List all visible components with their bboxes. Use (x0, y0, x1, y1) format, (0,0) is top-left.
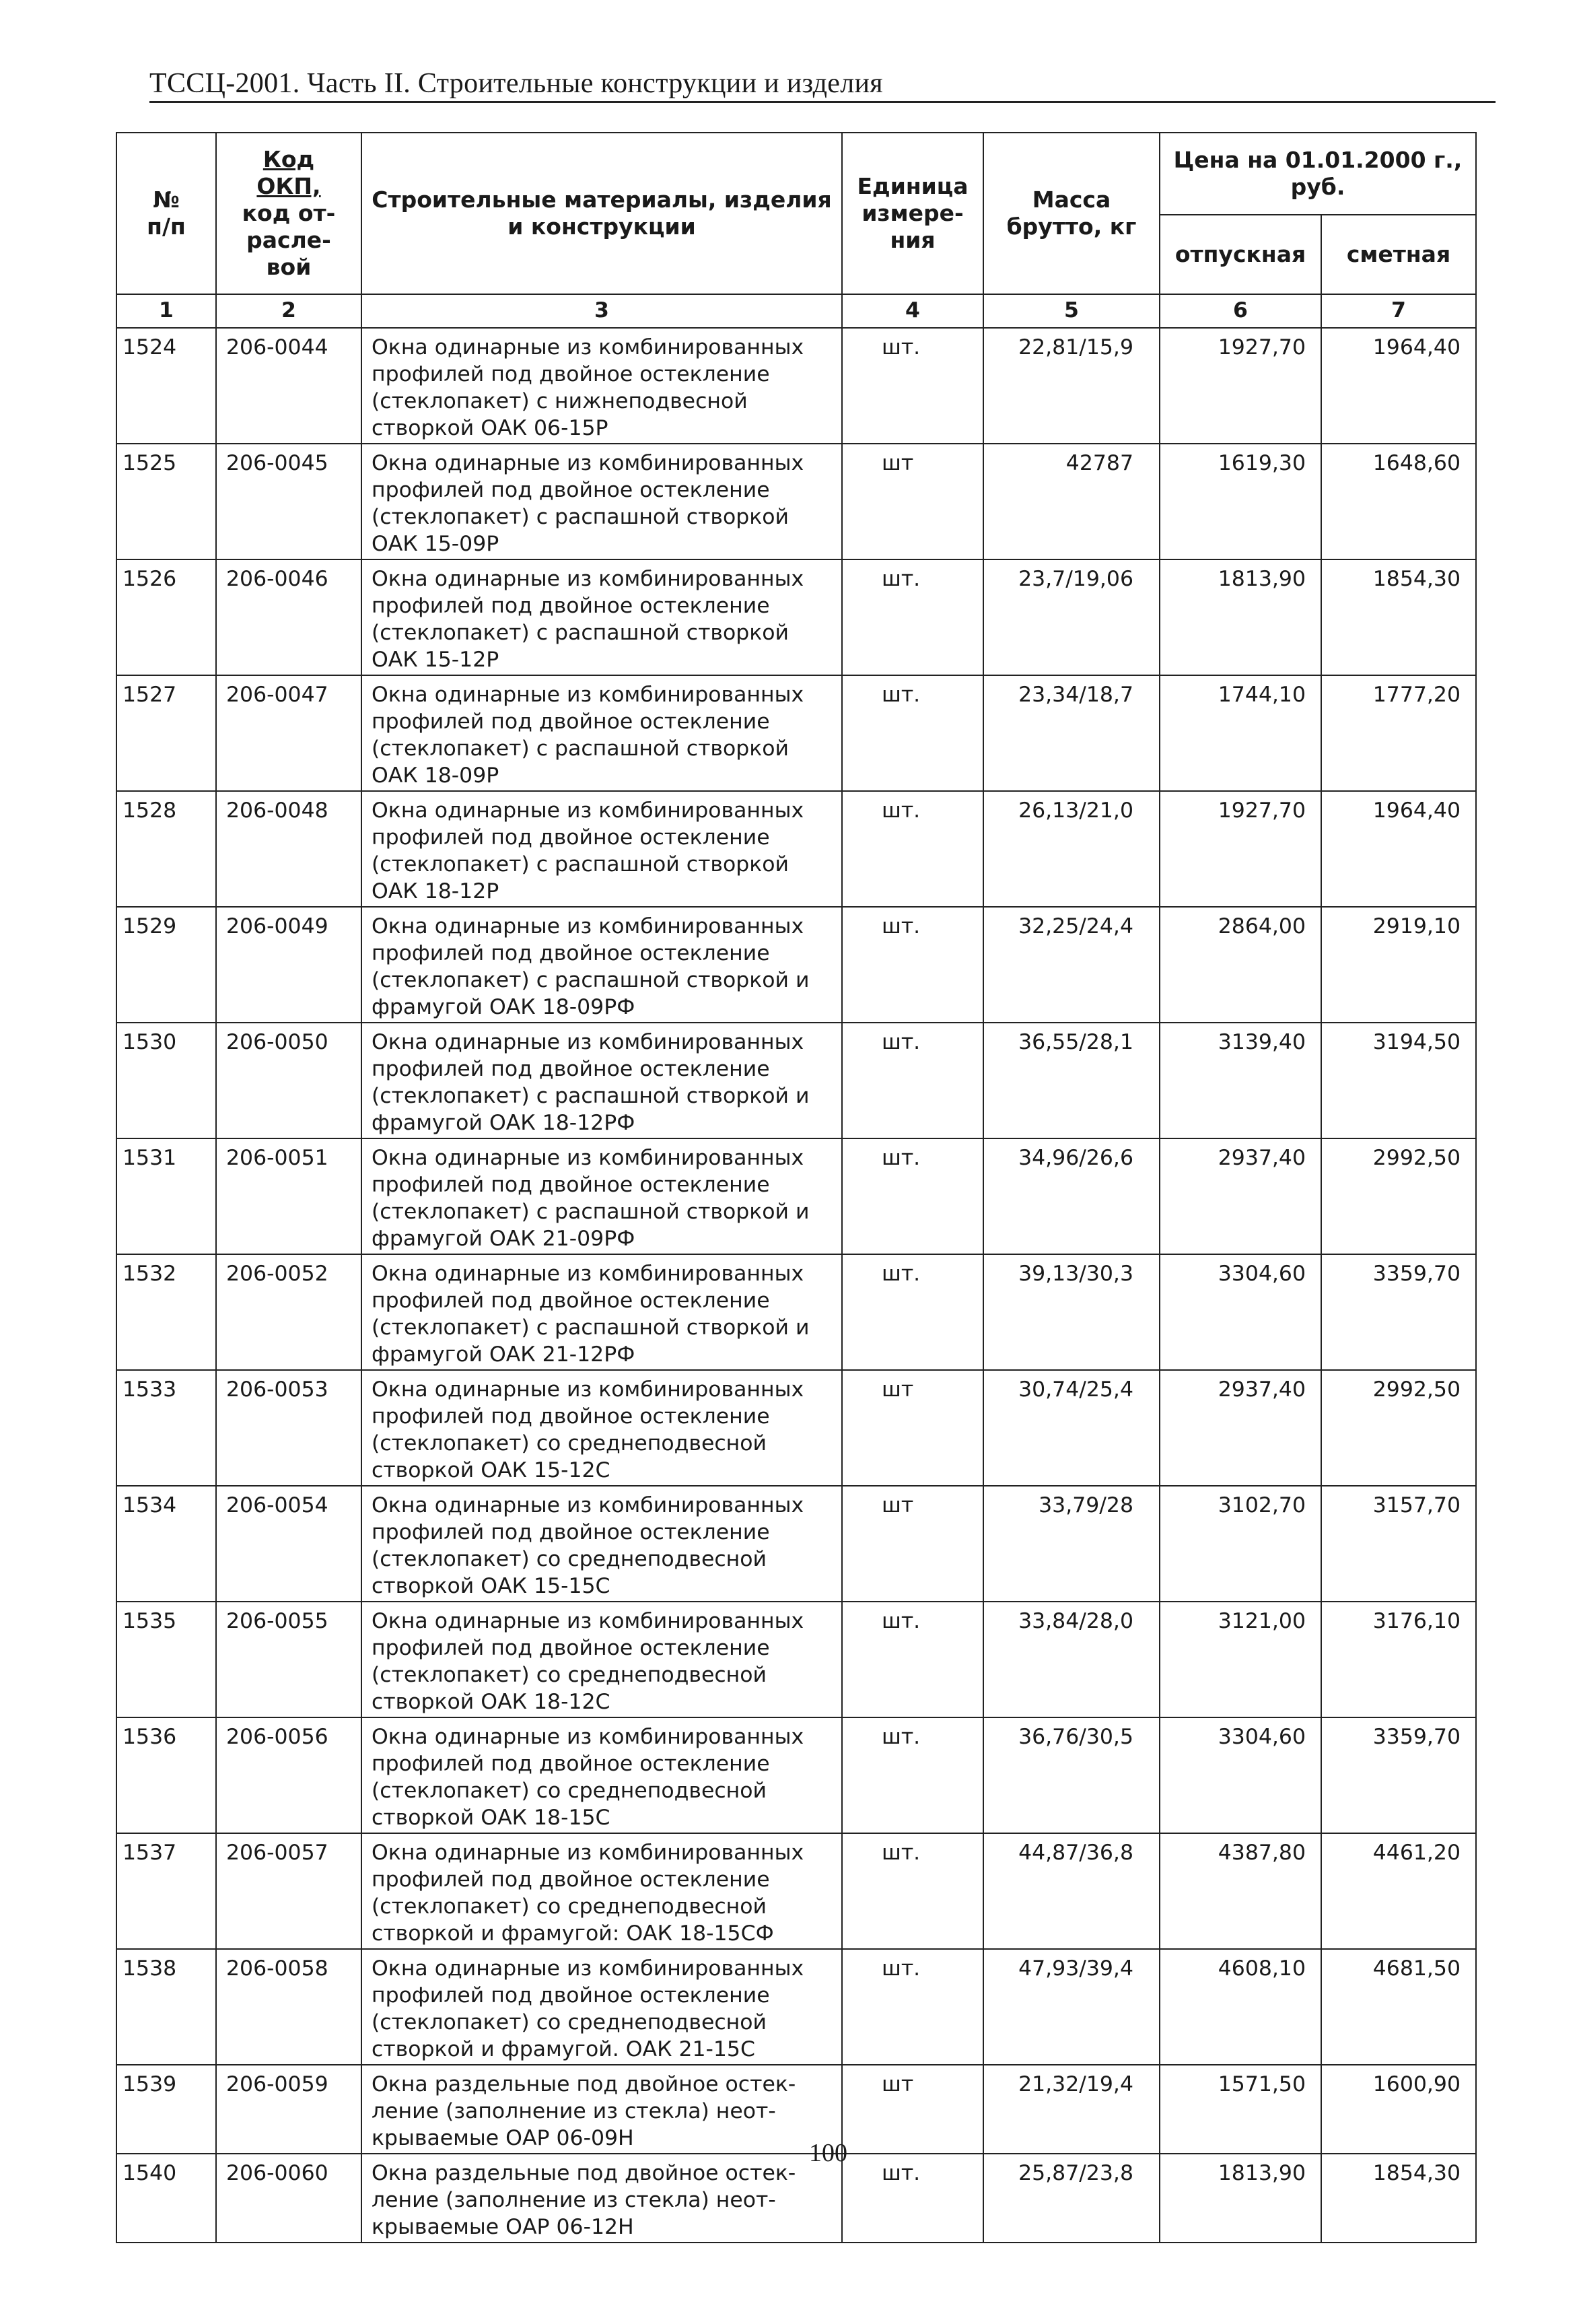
row-unit: шт (842, 1370, 983, 1486)
row-mass: 36,55/28,1 (983, 1023, 1160, 1138)
row-unit: шт. (842, 791, 983, 907)
row-unit: шт. (842, 1138, 983, 1254)
row-number: 1540 (116, 2154, 216, 2243)
row-unit: шт (842, 444, 983, 559)
row-description (361, 1717, 842, 1833)
header-mass (983, 133, 1160, 294)
price-table (116, 132, 1477, 2243)
table-header (116, 133, 1476, 328)
row-mass: 36,76/30,5 (983, 1717, 1160, 1833)
row-description-line: ОАК 15-12Р (372, 648, 499, 672)
row-description-line: профилей под двойное остекление (372, 362, 770, 386)
row-description-line: (стеклопакет) со среднеподвесной (372, 2010, 767, 2035)
row-code: 206-0059 (216, 2065, 361, 2154)
table-row (116, 675, 1476, 791)
table-row (116, 1370, 1476, 1486)
row-description-line: профилей под двойное остекление (372, 1057, 770, 1081)
row-description (361, 328, 842, 444)
row-description-line: крываемые ОАР 06-12Н (372, 2215, 634, 2239)
column-number: 4 (842, 294, 983, 328)
row-mass: 23,34/18,7 (983, 675, 1160, 791)
row-code: 206-0046 (216, 559, 361, 675)
row-description-line: Окна одинарные из комбинированных (372, 1609, 804, 1633)
column-number: 5 (983, 294, 1160, 328)
header-code-line2: ОКП, (256, 173, 321, 199)
table-row (116, 1949, 1476, 2065)
header-unit-line1: Единица (857, 173, 969, 199)
header-code-line1: Код (262, 146, 315, 172)
row-price-estimate: 4681,50 (1321, 1949, 1476, 2065)
header-unit-line3: ния (890, 227, 936, 253)
row-description-line: ОАК 15-09Р (372, 532, 499, 556)
table-row (116, 1717, 1476, 1833)
header-price-release: отпускная (1160, 215, 1321, 294)
row-number: 1524 (116, 328, 216, 444)
row-description-line: (стеклопакет) с распашной створкой и (372, 1200, 810, 1224)
row-unit: шт. (842, 1833, 983, 1949)
row-unit: шт. (842, 1949, 983, 2065)
column-number: 1 (116, 294, 216, 328)
row-description-line: створкой ОАК 15-12С (372, 1458, 610, 1482)
row-mass: 32,25/24,4 (983, 907, 1160, 1023)
row-description-line: фрамугой ОАК 18-12РФ (372, 1111, 635, 1135)
row-price-release: 1571,50 (1160, 2065, 1321, 2154)
row-price-estimate: 1648,60 (1321, 444, 1476, 559)
row-number: 1535 (116, 1602, 216, 1717)
row-price-estimate: 1777,20 (1321, 675, 1476, 791)
row-description-line: (стеклопакет) с распашной створкой (372, 737, 789, 761)
row-price-estimate: 2992,50 (1321, 1370, 1476, 1486)
row-mass: 34,96/26,6 (983, 1138, 1160, 1254)
row-description-line: (стеклопакет) со среднеподвесной (372, 1894, 767, 1919)
row-code: 206-0060 (216, 2154, 361, 2243)
row-unit: шт. (842, 1254, 983, 1370)
row-price-estimate: 1854,30 (1321, 559, 1476, 675)
row-unit: шт. (842, 1023, 983, 1138)
row-number: 1528 (116, 791, 216, 907)
row-price-release: 1813,90 (1160, 559, 1321, 675)
row-description-line: Окна одинарные из комбинированных (372, 1956, 804, 1981)
row-mass: 47,93/39,4 (983, 1949, 1160, 2065)
row-description-line: ОАК 18-09Р (372, 763, 499, 788)
header-rule (149, 101, 1496, 103)
row-description-line: Окна одинарные из комбинированных (372, 1030, 804, 1054)
row-description-line: Окна одинарные из комбинированных (372, 451, 804, 475)
row-mass: 42787 (983, 444, 1160, 559)
header-mass-line2: брутто, кг (1006, 213, 1137, 240)
row-number: 1536 (116, 1717, 216, 1833)
row-price-release: 4387,80 (1160, 1833, 1321, 1949)
row-description (361, 2065, 842, 2154)
row-description-line: Окна раздельные под двойное остек- (372, 2072, 796, 2096)
row-description-line: (стеклопакет) с распашной створкой (372, 505, 789, 529)
table-row (116, 444, 1476, 559)
row-description (361, 559, 842, 675)
row-description-line: профилей под двойное остекление (372, 1289, 770, 1313)
row-number: 1531 (116, 1138, 216, 1254)
row-unit: шт. (842, 328, 983, 444)
row-description-line: (стеклопакет) со среднеподвесной (372, 1547, 767, 1571)
row-description (361, 907, 842, 1023)
row-description (361, 1486, 842, 1602)
header-mass-line1: Масса (1032, 186, 1111, 213)
table-row (116, 1602, 1476, 1717)
row-price-estimate: 1964,40 (1321, 328, 1476, 444)
row-description-line: профилей под двойное остекление (372, 941, 770, 965)
row-mass: 25,87/23,8 (983, 2154, 1160, 2243)
row-unit: шт (842, 2065, 983, 2154)
row-description-line: (стеклопакет) с распашной створкой и (372, 1084, 810, 1108)
header-name-line1: Строительные материалы, изделия (372, 186, 832, 213)
row-description-line: (стеклопакет) с распашной створкой и (372, 1315, 810, 1340)
row-price-release: 3304,60 (1160, 1254, 1321, 1370)
row-description-line: фрамугой ОАК 21-12РФ (372, 1342, 635, 1367)
row-description-line: (стеклопакет) с распашной створкой (372, 621, 789, 645)
row-number: 1526 (116, 559, 216, 675)
column-number: 7 (1321, 294, 1476, 328)
row-description-line: Окна одинарные из комбинированных (372, 1262, 804, 1286)
header-code-line4: расле- (246, 227, 331, 253)
row-unit: шт. (842, 1602, 983, 1717)
row-description-line: (стеклопакет) с распашной створкой (372, 852, 789, 877)
row-code: 206-0054 (216, 1486, 361, 1602)
header-price (1160, 133, 1476, 215)
row-price-estimate: 3359,70 (1321, 1254, 1476, 1370)
row-description-line: (стеклопакет) со среднеподвесной (372, 1663, 767, 1687)
row-price-release: 3121,00 (1160, 1602, 1321, 1717)
row-unit: шт. (842, 559, 983, 675)
row-price-release: 2864,00 (1160, 907, 1321, 1023)
header-code-line3: код от- (242, 200, 336, 226)
row-code: 206-0052 (216, 1254, 361, 1370)
row-description-line: профилей под двойное остекление (372, 1520, 770, 1544)
row-number: 1539 (116, 2065, 216, 2154)
row-description-line: профилей под двойное остекление (372, 1983, 770, 2008)
row-code: 206-0053 (216, 1370, 361, 1486)
table-row (116, 791, 1476, 907)
row-description-line: Окна одинарные из комбинированных (372, 1493, 804, 1517)
row-unit: шт. (842, 2154, 983, 2243)
header-name (361, 133, 842, 294)
row-price-release: 2937,40 (1160, 1370, 1321, 1486)
row-description-line: профилей под двойное остекление (372, 594, 770, 618)
header-price-estimate: сметная (1321, 215, 1476, 294)
row-description-line: Окна одинарные из комбинированных (372, 798, 804, 823)
table-row (116, 1254, 1476, 1370)
row-number: 1527 (116, 675, 216, 791)
row-description-line: профилей под двойное остекление (372, 1868, 770, 1892)
row-code: 206-0057 (216, 1833, 361, 1949)
page-number: 100 (809, 2139, 847, 2167)
row-description-line: (стеклопакет) с нижнеподвесной (372, 389, 748, 413)
row-price-estimate: 4461,20 (1321, 1833, 1476, 1949)
header-code (216, 133, 361, 294)
row-description (361, 2154, 842, 2243)
row-description-line: (стеклопакет) с распашной створкой и (372, 968, 810, 992)
row-price-release: 4608,10 (1160, 1949, 1321, 2065)
row-price-estimate: 3194,50 (1321, 1023, 1476, 1138)
row-unit: шт. (842, 675, 983, 791)
page-header-title: ТССЦ-2001. Часть II. Строительные конструкции и изделия (149, 68, 883, 99)
row-unit: шт. (842, 1717, 983, 1833)
row-description-line: ОАК 18-12Р (372, 879, 499, 903)
row-price-release: 1813,90 (1160, 2154, 1321, 2243)
header-num (116, 133, 216, 294)
row-description-line: ление (заполнение из стекла) неот- (372, 2188, 776, 2212)
row-price-estimate: 1854,30 (1321, 2154, 1476, 2243)
table-row (116, 1833, 1476, 1949)
row-description-line: крываемые ОАР 06-09Н (372, 2126, 634, 2150)
row-description-line: Окна одинарные из комбинированных (372, 683, 804, 707)
row-description (361, 1254, 842, 1370)
row-number: 1525 (116, 444, 216, 559)
row-mass: 21,32/19,4 (983, 2065, 1160, 2154)
row-description (361, 791, 842, 907)
row-description-line: Окна одинарные из комбинированных (372, 567, 804, 591)
row-description-line: створкой ОАК 06-15Р (372, 416, 608, 440)
row-description (361, 675, 842, 791)
row-code: 206-0047 (216, 675, 361, 791)
row-description-line: фрамугой ОАК 18-09РФ (372, 995, 635, 1019)
row-description-line: профилей под двойное остекление (372, 1173, 770, 1197)
row-number: 1534 (116, 1486, 216, 1602)
row-description-line: Окна одинарные из комбинированных (372, 914, 804, 938)
row-description (361, 1370, 842, 1486)
header-price-line2: руб. (1290, 174, 1345, 200)
header-num-line2: п/п (147, 213, 186, 240)
header-code-line5: вой (266, 254, 312, 280)
table-row (116, 2065, 1476, 2154)
row-price-release: 3102,70 (1160, 1486, 1321, 1602)
row-price-estimate: 2919,10 (1321, 907, 1476, 1023)
row-mass: 26,13/21,0 (983, 791, 1160, 907)
price-table-container (116, 132, 1475, 2243)
header-name-line2: и конструкции (507, 213, 696, 240)
column-number: 6 (1160, 294, 1321, 328)
row-price-release: 2937,40 (1160, 1138, 1321, 1254)
row-description-line: фрамугой ОАК 21-09РФ (372, 1227, 635, 1251)
row-price-release: 3139,40 (1160, 1023, 1321, 1138)
row-description-line: створкой и фрамугой. ОАК 21-15С (372, 2037, 755, 2061)
row-description (361, 1602, 842, 1717)
row-price-release: 3304,60 (1160, 1717, 1321, 1833)
row-price-estimate: 3176,10 (1321, 1602, 1476, 1717)
row-description-line: (стеклопакет) со среднеподвесной (372, 1431, 767, 1456)
column-number: 3 (361, 294, 842, 328)
table-row (116, 907, 1476, 1023)
row-mass: 30,74/25,4 (983, 1370, 1160, 1486)
row-description-line: профилей под двойное остекление (372, 1752, 770, 1776)
table-row (116, 559, 1476, 675)
row-mass: 44,87/36,8 (983, 1833, 1160, 1949)
row-code: 206-0058 (216, 1949, 361, 2065)
row-number: 1538 (116, 1949, 216, 2065)
row-price-estimate: 2992,50 (1321, 1138, 1476, 1254)
column-number-row (116, 294, 1476, 328)
row-number: 1532 (116, 1254, 216, 1370)
row-number: 1537 (116, 1833, 216, 1949)
row-number: 1533 (116, 1370, 216, 1486)
table-row (116, 1138, 1476, 1254)
row-description (361, 1023, 842, 1138)
row-number: 1529 (116, 907, 216, 1023)
column-number: 2 (216, 294, 361, 328)
row-price-estimate: 1600,90 (1321, 2065, 1476, 2154)
table-body (116, 328, 1476, 2243)
row-description-line: (стеклопакет) со среднеподвесной (372, 1779, 767, 1803)
row-description-line: створкой ОАК 18-15С (372, 1806, 610, 1830)
row-description-line: профилей под двойное остекление (372, 825, 770, 850)
row-mass: 23,7/19,06 (983, 559, 1160, 675)
row-description-line: Окна одинарные из комбинированных (372, 1146, 804, 1170)
table-row (116, 328, 1476, 444)
row-unit: шт. (842, 907, 983, 1023)
row-price-release: 1619,30 (1160, 444, 1321, 559)
row-code: 206-0056 (216, 1717, 361, 1833)
row-mass: 33,79/28 (983, 1486, 1160, 1602)
row-code: 206-0049 (216, 907, 361, 1023)
table-row (116, 2154, 1476, 2243)
row-description-line: Окна одинарные из комбинированных (372, 1377, 804, 1402)
row-description (361, 444, 842, 559)
row-description (361, 1138, 842, 1254)
row-description-line: профилей под двойное остекление (372, 1404, 770, 1429)
row-price-estimate: 3359,70 (1321, 1717, 1476, 1833)
row-description (361, 1949, 842, 2065)
row-mass: 39,13/30,3 (983, 1254, 1160, 1370)
row-code: 206-0051 (216, 1138, 361, 1254)
row-number: 1530 (116, 1023, 216, 1138)
header-price-line1: Цена на 01.01.2000 г., (1173, 147, 1463, 173)
row-price-estimate: 3157,70 (1321, 1486, 1476, 1602)
row-description (361, 1833, 842, 1949)
row-code: 206-0044 (216, 328, 361, 444)
table-row (116, 1486, 1476, 1602)
row-description-line: профилей под двойное остекление (372, 478, 770, 502)
row-code: 206-0048 (216, 791, 361, 907)
table-row (116, 1023, 1476, 1138)
header-unit (842, 133, 983, 294)
header-unit-line2: измере- (862, 200, 964, 226)
row-price-estimate: 1964,40 (1321, 791, 1476, 907)
row-description-line: профилей под двойное остекление (372, 710, 770, 734)
row-description-line: Окна раздельные под двойное остек- (372, 2161, 796, 2185)
row-price-release: 1927,70 (1160, 328, 1321, 444)
row-description-line: створкой ОАК 15-15С (372, 1574, 610, 1598)
row-code: 206-0055 (216, 1602, 361, 1717)
row-description-line: Окна одинарные из комбинированных (372, 1725, 804, 1749)
row-description-line: створкой и фрамугой: ОАК 18-15СФ (372, 1921, 774, 1946)
row-unit: шт (842, 1486, 983, 1602)
row-price-release: 1744,10 (1160, 675, 1321, 791)
header-num-line1: № (153, 186, 180, 213)
row-description-line: створкой ОАК 18-12С (372, 1690, 610, 1714)
row-mass: 22,81/15,9 (983, 328, 1160, 444)
row-mass: 33,84/28,0 (983, 1602, 1160, 1717)
row-description-line: ление (заполнение из стекла) неот- (372, 2099, 776, 2123)
row-code: 206-0045 (216, 444, 361, 559)
row-price-release: 1927,70 (1160, 791, 1321, 907)
row-description-line: Окна одинарные из комбинированных (372, 335, 804, 360)
row-description-line: профилей под двойное остекление (372, 1636, 770, 1660)
row-code: 206-0050 (216, 1023, 361, 1138)
row-description-line: Окна одинарные из комбинированных (372, 1841, 804, 1865)
